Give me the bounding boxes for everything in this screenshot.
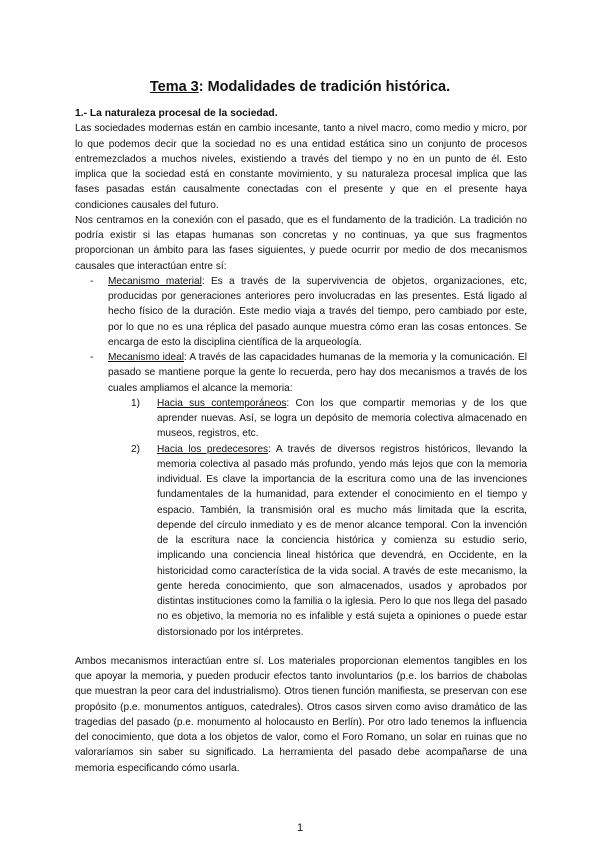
document-body	[75, 106, 527, 776]
sublist-number: 1)	[131, 397, 140, 409]
title-text: : Modalidades de tradición histórica.	[198, 79, 451, 95]
section-heading: 1.- La naturaleza procesal de la sociedad.	[75, 108, 278, 119]
page-title	[0, 78, 600, 96]
paragraph-3: Ambos mecanismos interactúan entre sí. Los materiales proporcionan elementos tangibles en los que apoyar la memoria, y pueden producir efectos tanto involuntarios (p.e. los barrios de chabolas que muestran la peor cara del industrialismo). Otros tienen función manifiesta, se preservan con ese propósito (p.e. monumentos antiguos, catedrales). Otros casos sirven como aviso dramático de las tragedias del pasado (p.e. monumento al holocausto en Berlín). Por otro lado tenemos la influencia del conocimiento, que dota a los objetos de valor, como el Foro Romano, un solar en ruinas que no valoraríamos sin saber su significado. La herramienta del pasado debe acompañarse de una memoria especificando cómo usarla.	[75, 655, 527, 774]
predecessors-text: : A través de diversos registros históricos, llevando la memoria colectiva al pasado más profundo, yendo más lejos que con la memoria individual. Es clave la importancia de la escritura como una de las invenciones fundamentales de la humanidad, para extender el conocimiento en el tiempo y espacio. También, la transmisión oral es mucho más limitada que la escrita, depende del círculo inmediato y es de menor alcance temporal. Con la invención de la escritura nace la conciencia histórica y comienza su estudio serio, implicando una conciencia lineal histórica que devendrá, en Occidente, en la historicidad como característica de la vida social. A través de este mecanismo, la gente hereda conocimiento, que son almacenados, usados y aprobados por distintas instituciones como la familia o la iglesia. Pero lo que nos llega del pasado no es objetivo, la memoria no es infalible y está sujeta a opiniones o puede estar distorsionado por los intérpretes.	[157, 443, 527, 638]
sublist-number: 2)	[131, 443, 140, 455]
bullet-dash: -	[90, 352, 94, 363]
contemporaries-label: Hacia sus contemporáneos	[157, 397, 287, 409]
list-item-material	[75, 274, 527, 350]
sublist-item-predecessors	[75, 442, 527, 640]
paragraph-1: Las sociedades modernas están en cambio incesante, tanto a nivel macro, como medio y micro, por lo que podemos decir que la sociedad no es una entidad estática sino un conjunto de procesos entremezclados a muchos niveles, existiendo a través del tiempo y no en un punto de él. Esto implica que la sociedad está en constante movimiento, y su naturaleza procesal implica que las fases pasadas están causalmente conectadas con el presente y que en el presente haya condiciones causales del futuro.	[75, 123, 527, 211]
sublist-item-contemporaries	[75, 396, 527, 442]
bullet-dash: -	[90, 275, 94, 287]
mechanism-ideal-label: Mecanismo ideal	[108, 352, 185, 363]
predecessors-label: Hacia los predecesores	[157, 443, 269, 455]
mechanism-material-label: Mecanismo material	[108, 275, 202, 287]
title-topic: Tema 3	[149, 79, 199, 95]
mechanism-ideal-text: : A través de las capacidades humanas de la memoria y la comunicación. El pasado se mantiene porque la gente lo recuerda, pero hay dos mecanismos a través de los cuales ampliamos el alcance la memoria:	[108, 352, 527, 394]
paragraph-gap	[75, 640, 527, 654]
page-number: 1	[296, 822, 304, 834]
contemporaries-text: : Con los que compartir memorias y de los que aprender nuevas. Así, se logra un depósito de memoria colectiva almacenado en museos, registros, etc.	[157, 397, 527, 440]
paragraph-2: Nos centramos en la conexión con el pasado, que es el fundamento de la tradición. La tradición no podría existir si las etapas humanas son concretas y no continuas, ya que sus fragmentos proporcionan un ámbito para las fases siguientes, y puede ocurrir por medio de dos mecanismos causales que interactúan entre sí:	[75, 214, 527, 272]
list-item-ideal	[75, 350, 527, 396]
mechanism-material-text: : Es a través de la supervivencia de objetos, organizaciones, etc, producidas por generaciones anteriores pero involucradas en las presentes. Está ligado al hecho físico de la duración. Este medio viaja a través del tiempo, pero cambiado por este, por lo que no es una réplica del pasado aunque muestra cómo eran las cosas entonces. Se encarga de esto la disciplina científica de la arqueología.	[108, 275, 528, 348]
